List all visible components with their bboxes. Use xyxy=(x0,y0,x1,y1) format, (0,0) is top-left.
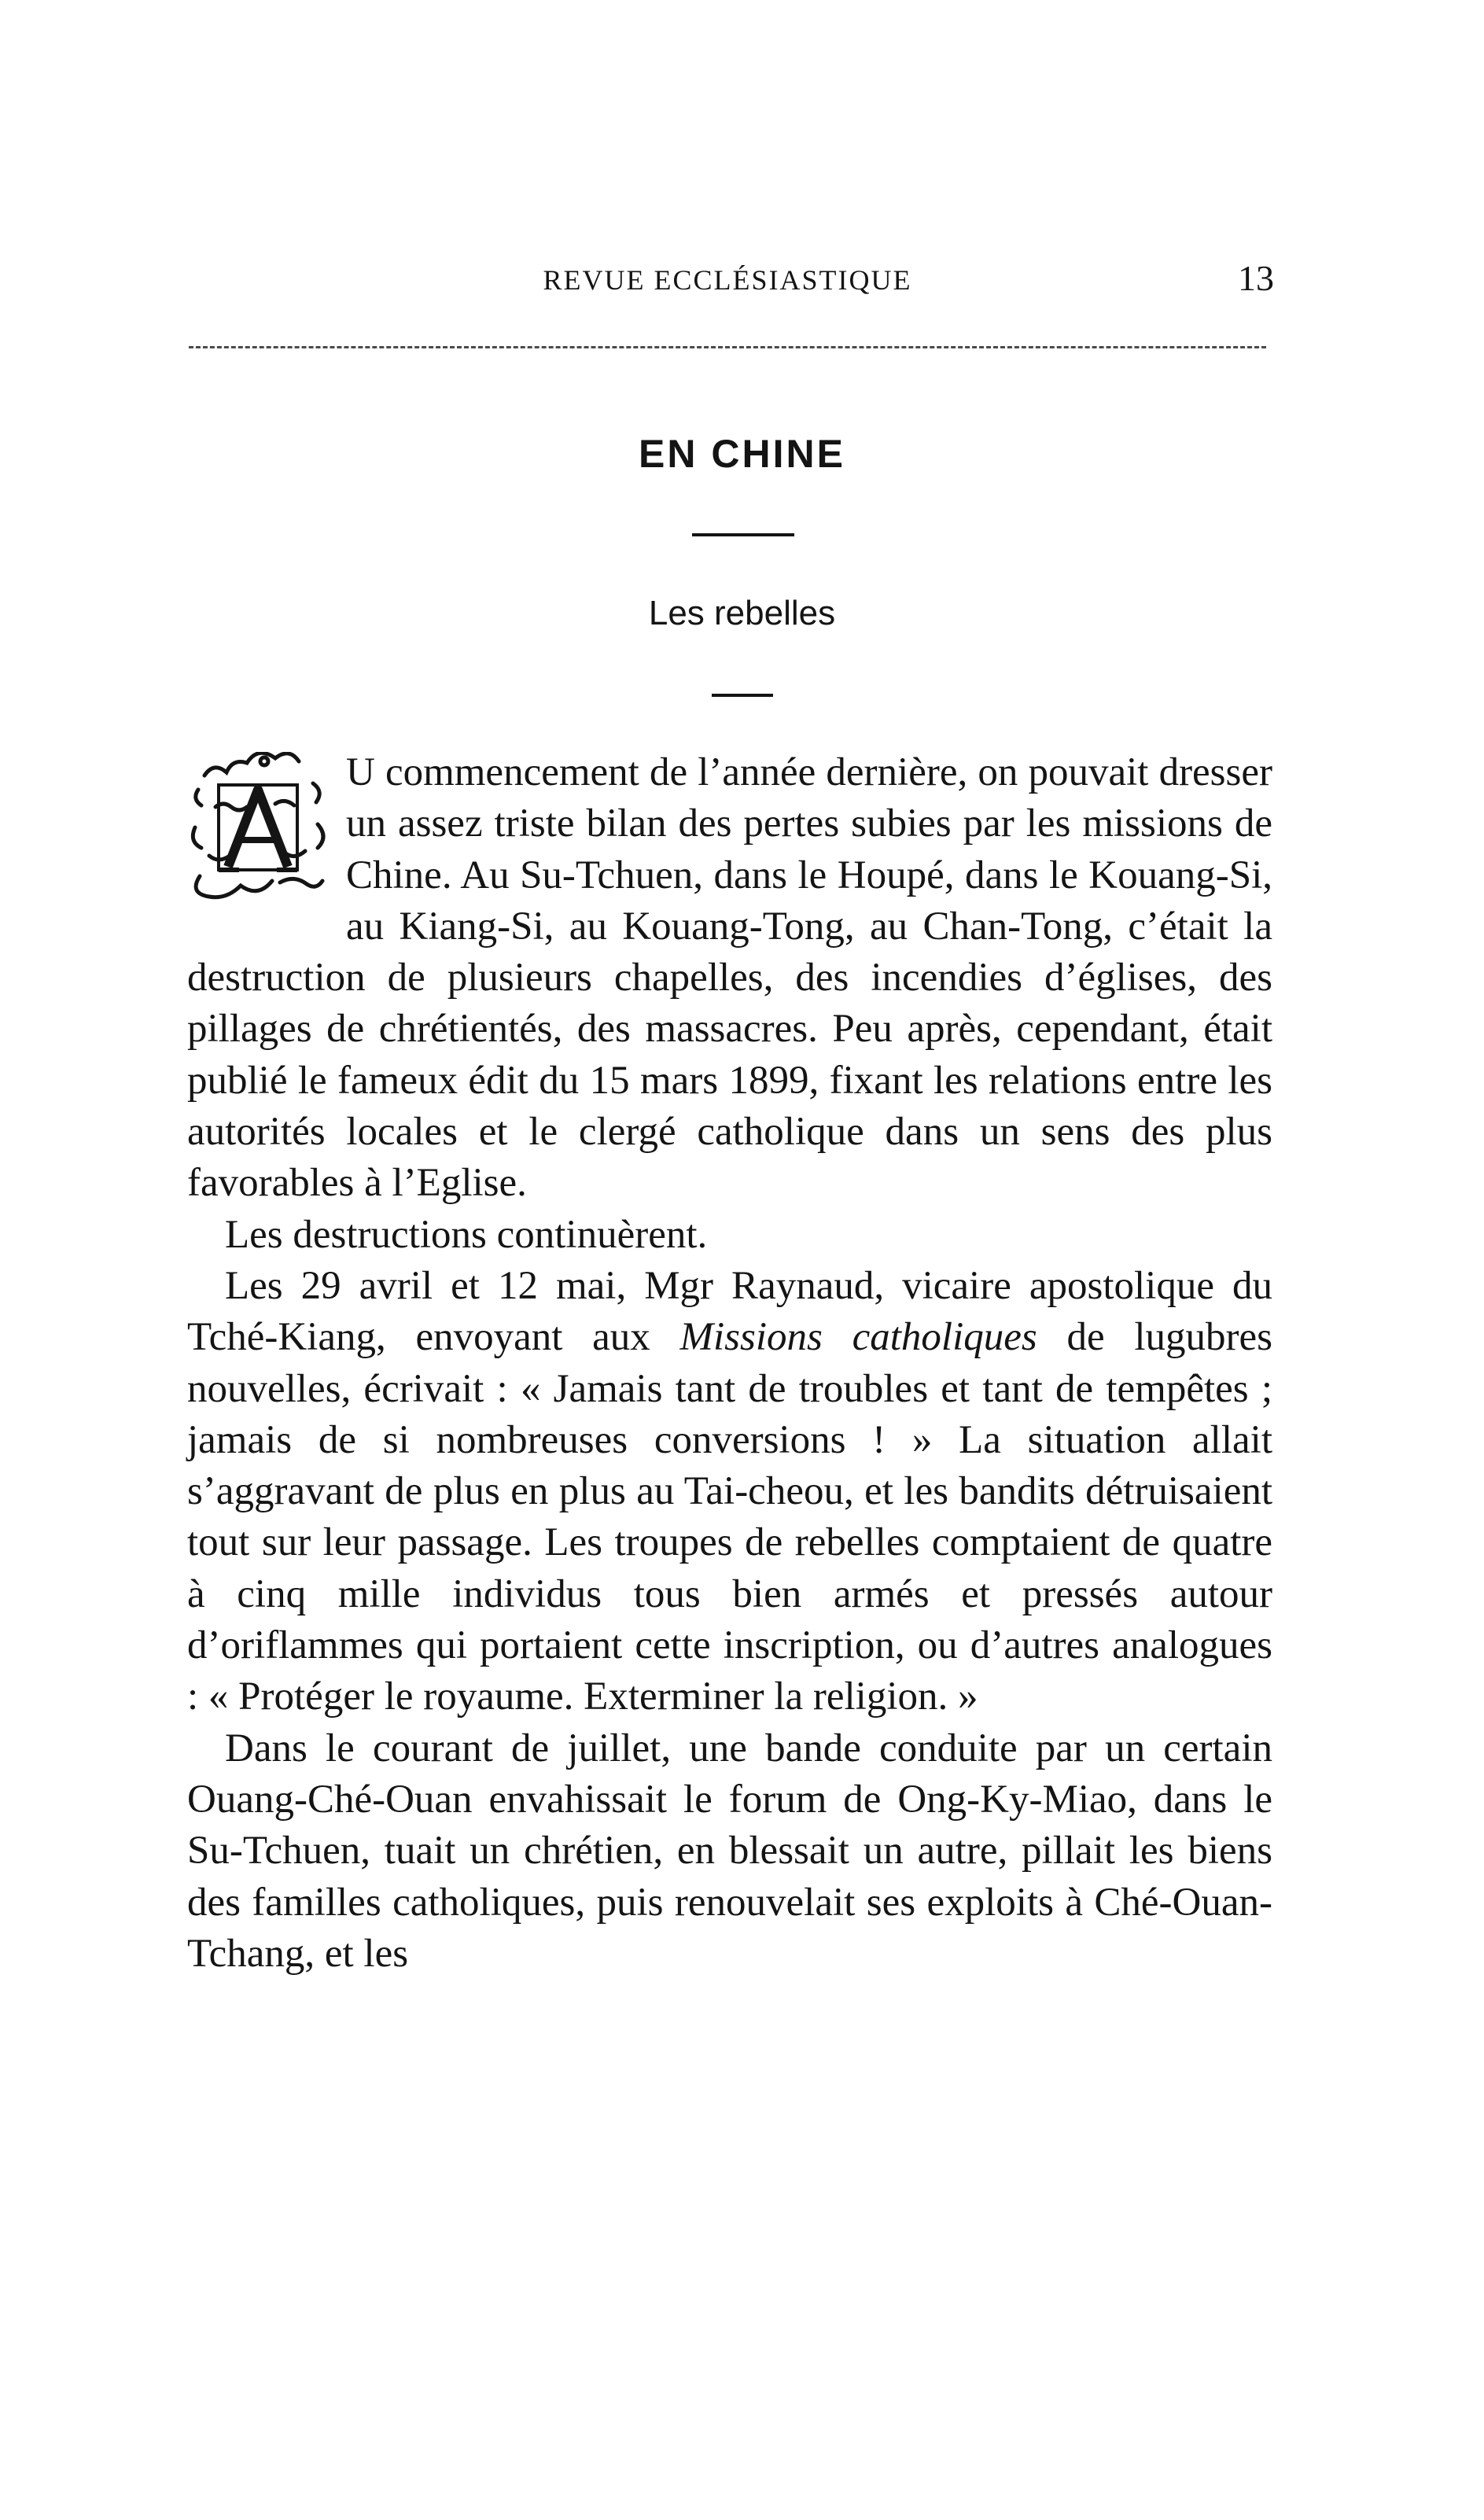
paragraph-3 xyxy=(187,1261,1272,1723)
article-body xyxy=(187,747,1272,1980)
paragraph-1-text: U commencement de l’année dernière, on pouvait dresser un assez triste bilan des pertes subies par les missions de Chine. Au Su-Tchuen, dans le Houpé, dans le Kouang-Si, au Kiang-Si, au Kouang-Tong, au Chan-Tong, c’était la destruction de plusieurs chapelles, des incendies d’églises, des pillages de chrétientés, des massacres. Peu après, cependant, était publié le fameux édit du 15 mars 1899, fixant les relations entre les autorités locales et le clergé catholique dans un sens des plus favorables à l’Eglise. xyxy=(187,750,1272,1206)
paragraph-2: Les destructions continuèrent. xyxy=(225,1212,708,1257)
periodical-title: Missions catholiques xyxy=(679,1315,1037,1360)
paragraph-3-text-a: Les 29 avril et 12 mai, Mgr Raynaud, vicaire apostolique du Tché-Kiang, envoyant aux xyxy=(187,1263,1272,1360)
article-title: EN CHINE xyxy=(639,432,845,476)
running-head xyxy=(181,258,1274,311)
article-subtitle: Les rebelles xyxy=(648,594,836,632)
running-title: REVUE ECCLÉSIASTIQUE xyxy=(543,264,912,296)
page-number: 13 xyxy=(1238,258,1274,298)
dropcap-ornament-icon xyxy=(187,752,329,901)
paragraph-1 xyxy=(187,747,1272,1210)
paragraph-4: Dans le courant de juillet, une bande conduite par un certain Ouang-Ché-Ouan envahissait le forum de Ong-Ky-Miao, dans le Su-Tchuen, tuait un chrétien, en blessait un autre, pillait les biens des familles catholiques, puis renouvelait ses exploits à Ché-Ouan-Tchang, et les xyxy=(187,1726,1272,1976)
ornamental-dropcap xyxy=(187,752,329,901)
header-rule xyxy=(189,346,1266,348)
paragraph-3-text-b: de lugubres nouvelles, écrivait : « Jamais tant de troubles et tant de tempêtes ; jamais de si nombreuses conversions ! » La situation allait s’aggravant de plus en plus au Tai-cheou, et les bandits détruisaient tout sur leur passage. Les troupes de rebelles comptaient de quatre à cinq mille individus tous bien armés et pressés autour d’oriflammes qui portaient cette inscription, ou d’autres analogues : « Protéger le royaume. Exterminer la religion. » xyxy=(187,1315,1272,1719)
subtitle-rule xyxy=(712,694,773,697)
title-rule xyxy=(692,533,794,536)
